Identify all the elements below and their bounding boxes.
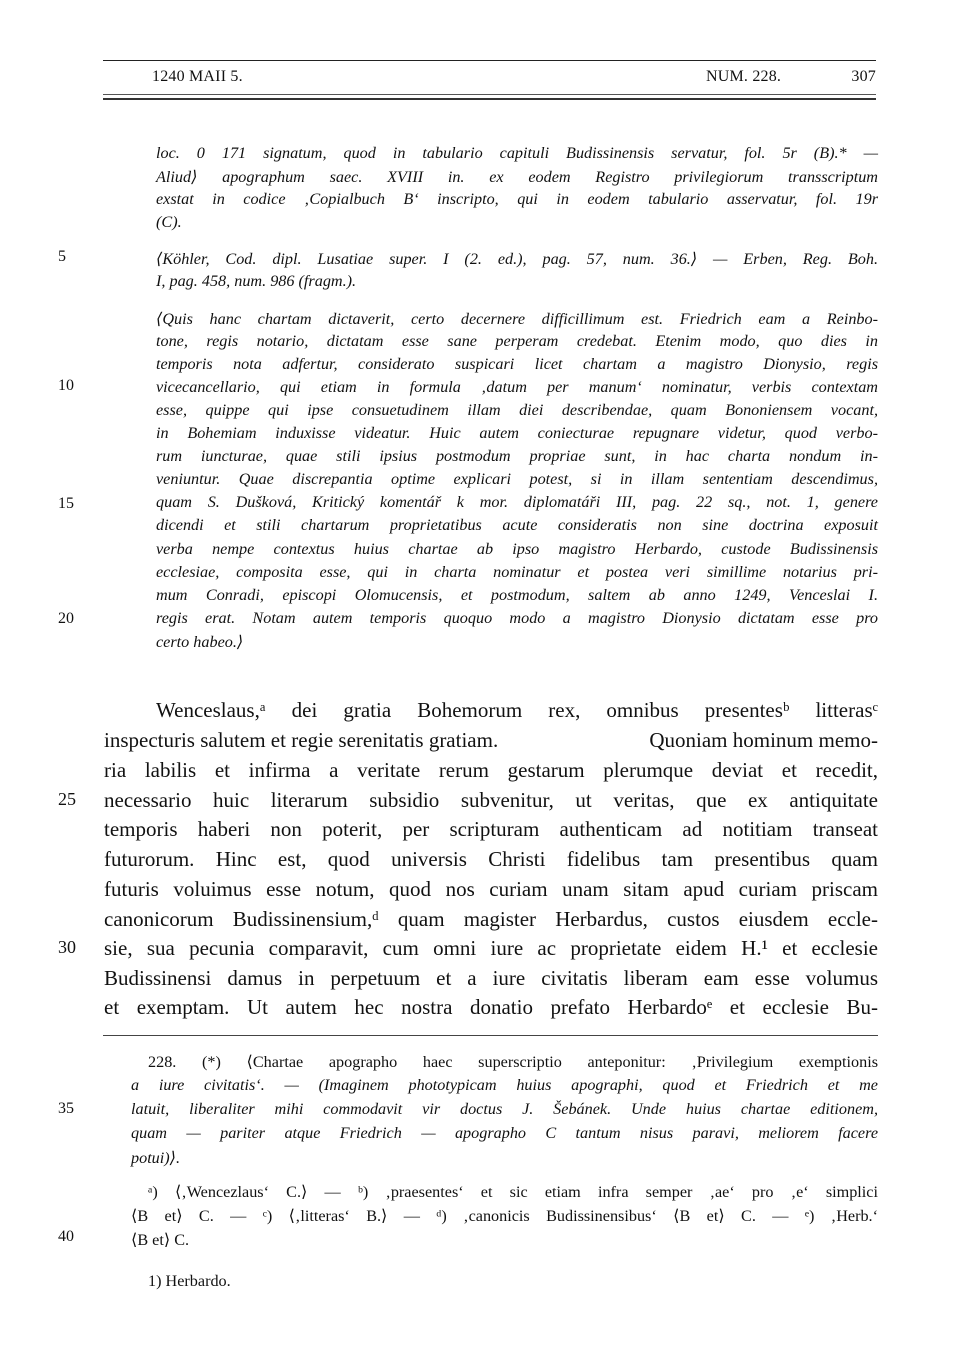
intro-line: esse, quippe qui ipse consuetudinem illam diei describendae, quam Bononiensem vocant, bbox=[156, 401, 878, 419]
intro-line: ⟨Quis hanc chartam dictaverit, certo decernere difficillimum est. Friedrich eam a Reinbo- bbox=[156, 310, 878, 328]
intro-line: vicecancellario, qui etiam in formula ‚datum per manum‘ nominatur, verbis contextam bbox=[156, 378, 878, 396]
note-line: latuit, liberaliter mihi commodavit vir doctus J. Šebánek. Unde huius chartae editionem, bbox=[131, 1100, 878, 1118]
intro-line: (C). bbox=[156, 213, 182, 231]
intro-line: ⟨Köhler, Cod. dipl. Lusatiae super. I (2. ed.), pag. 57, num. 36.⟩ — Erben, Reg. Boh. bbox=[156, 250, 878, 268]
intro-line: mum Conradi, episcopi Olomucensis, et postmodum, saltem ab anno 1249, Venceslai I. bbox=[156, 586, 878, 604]
charter-line: Budissinensi damus in perpetuum et a iure civitatis liberam eam esse volumus bbox=[104, 966, 878, 990]
header-rule-thick bbox=[103, 98, 876, 100]
intro-line: loc. 0 171 signatum, quod in tabulario capituli Budissinensis servatur, fol. 5r (B).* — bbox=[156, 144, 878, 162]
intro-line: temporis nota adfertur, considerato suspicari licet chartam a magistro Dionysio, regis bbox=[156, 355, 878, 373]
charter-line: Wenceslaus,ᵃ dei gratia Bohemorum rex, omnibus presentesᵇ litterasᶜ bbox=[156, 698, 878, 722]
intro-line: rum iuncturae, quae stili ipsius postmodum propriae sunt, in hac charta nondum in- bbox=[156, 447, 878, 465]
intro-line: tone, regis notario, dictatam esse sane perperam credebat. Etenim modo, quo dies in bbox=[156, 332, 878, 350]
header-rule bbox=[103, 94, 876, 95]
charter-line: futurorum. Hinc est, quod universis Christi fidelibus tam presentibus quam bbox=[104, 847, 878, 871]
header-number: NUM. 228. bbox=[706, 68, 782, 85]
line-number: 40 bbox=[58, 1228, 74, 1245]
intro-line: veniuntur. Quae discrepantia optime explicari potest, si in illam sententiam descendimus, bbox=[156, 470, 878, 488]
intro-line: regis erat. Notam autem temporis quoquo modo a magistro Dionysio dictatam esse pro bbox=[156, 609, 878, 627]
charter-line: ria labilis et infirma a veritate rerum gestarum plerumque deviat et recedit, bbox=[104, 758, 878, 782]
intro-line: quam S. Dušková, Kritický komentář k mor. diplomatáři III, pag. 22 sq., not. 1, genere bbox=[156, 493, 878, 511]
line-number: 5 bbox=[58, 248, 66, 265]
line-number: 30 bbox=[58, 937, 76, 957]
apparatus-line: ⟨B et⟩ C. — ᶜ) ⟨‚litteras‘ B.⟩ — ᵈ) ‚canonicis Budissinensibus‘ ⟨B et⟩ C. — ᵉ) ‚Herb.‘ bbox=[131, 1207, 878, 1225]
intro-line: in Bohemiam induxisse videatur. Huic autem coniecturae repugnare videtur, quod verbo- bbox=[156, 424, 878, 442]
charter-line: sie, sua pecunia comparavit, cum omni iure ac proprietate eidem H.¹ et ecclesie bbox=[104, 936, 878, 960]
charter-line: futuris voluimus esse notum, quod nos curiam unam sitam apud curiam priscam bbox=[104, 877, 878, 901]
line-number: 25 bbox=[58, 789, 76, 809]
running-header bbox=[103, 60, 876, 101]
apparatus-line: ᵃ) ⟨‚Wencezlaus‘ C.⟩ — ᵇ) ‚praesentes‘ et sic etiam infra semper ‚ae‘ pro ‚e‘ simplici bbox=[148, 1183, 878, 1201]
intro-line: dicendi et stili chartarum proprietatibus acute consideratis non sine doctrina exposuit bbox=[156, 516, 878, 534]
footnote-1: 1) Herbardo. bbox=[148, 1272, 231, 1290]
line-number: 35 bbox=[58, 1100, 74, 1117]
apparatus-line: ⟨B et⟩ C. bbox=[131, 1231, 190, 1249]
footnote-rule bbox=[103, 1035, 878, 1036]
intro-line: Aliud⟩ apographum saec. XVIII in. ex eodem Registro privilegiorum transscriptum bbox=[156, 168, 878, 186]
intro-line: exstat in codice ‚Copialbuch B‘ inscripto, qui in eodem tabulario asservatur, fol. 19r bbox=[156, 190, 878, 208]
line-number: 20 bbox=[58, 610, 74, 627]
header-date: 1240 MAII 5. bbox=[152, 68, 243, 85]
note-line: a iure civitatis‘. — (Imaginem phototypicam huius apographi, quod et Friedrich et me bbox=[131, 1076, 878, 1094]
intro-line: ecclesiae, composita esse, qui in charta nominatur et postea veri simillime notarius pri- bbox=[156, 563, 878, 581]
intro-line: certo habeo.⟩ bbox=[156, 633, 244, 651]
line-number: 10 bbox=[58, 377, 74, 394]
charter-line: inspecturis salutem et regie serenitatis gratiam. bbox=[104, 728, 499, 752]
intro-line: verba nempe contextus huius chartae ab ipso magistro Herbardo, custode Budissinensis bbox=[156, 540, 878, 558]
note-line: quam — pariter atque Friedrich — apographo C tantum nisus paravi, meliorem facere bbox=[131, 1124, 878, 1142]
page-number: 307 bbox=[851, 68, 876, 85]
note-line: potui)⟩. bbox=[131, 1149, 181, 1167]
charter-line: Quoniam hominum memo- bbox=[649, 728, 878, 752]
line-number: 15 bbox=[58, 495, 74, 512]
intro-line: I, pag. 458, num. 986 (fragm.). bbox=[156, 272, 357, 290]
charter-line: necessario huic literarum subsidio subvenitur, ut veritas, que ex antiquitate bbox=[104, 788, 878, 812]
charter-line: et exemptam. Ut autem hec nostra donatio prefato Herbardoᵉ et ecclesie Bu- bbox=[104, 995, 878, 1019]
charter-line: temporis haberi non poterit, per scripturam authenticam ad notitiam transeat bbox=[104, 817, 878, 841]
note-line: 228. (*) ⟨Chartae apographo haec superscriptio anteponitur: ‚Privilegium exemptionis bbox=[148, 1053, 878, 1071]
charter-line: canonicorum Budissinensium,ᵈ quam magister Herbardus, custos eiusdem eccle- bbox=[104, 907, 878, 931]
